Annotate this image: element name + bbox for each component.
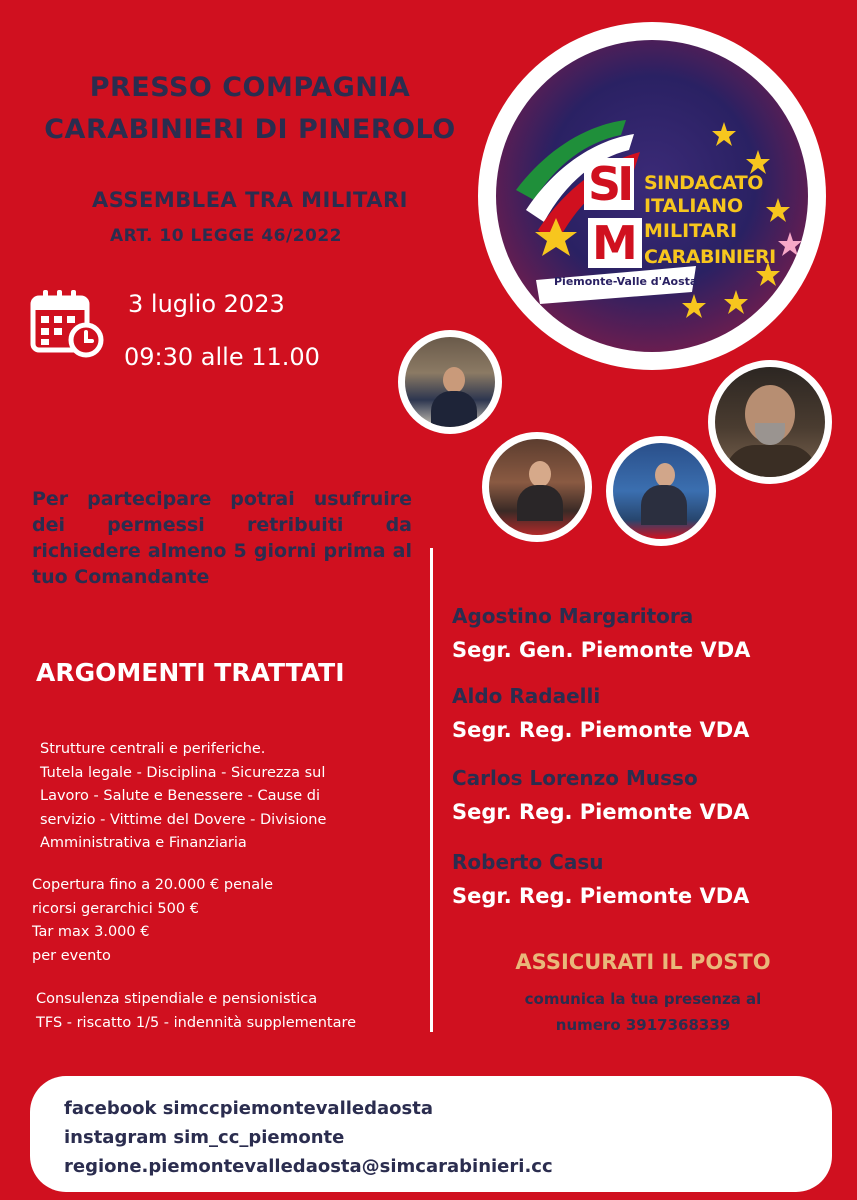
topics-block-2: [32, 874, 273, 968]
speaker-name-4: Roberto Casu: [452, 850, 604, 874]
reservation-title: ASSICURATI IL POSTO: [515, 950, 771, 974]
topics-block-1: [40, 738, 326, 856]
speaker-name-3: Carlos Lorenzo Musso: [452, 766, 698, 790]
location-line-1: PRESSO COMPAGNIA: [89, 72, 411, 103]
speaker-name-1: Agostino Margaritora: [452, 604, 694, 628]
assembly-title: ASSEMBLEA TRA MILITARI: [92, 188, 408, 212]
topics-block-3-line: TFS - riscatto 1/5 - indennità supplementare: [36, 1014, 357, 1031]
topics-block-2-line: per evento: [32, 947, 111, 964]
speaker-photo-4: [708, 360, 832, 484]
topics-block-1-line: Strutture centrali e periferiche.: [40, 741, 266, 757]
topics-block-2-line: Copertura fino a 20.000 € penale: [32, 877, 274, 893]
topics-block-3-line: Consulenza stipendiale e pensionistica: [36, 991, 318, 1007]
participation-text: Per partecipare potrai usufruire dei permessi retribuiti da richiedere almeno 5 giorni prima al tuo Comandante: [32, 488, 412, 588]
event-date: 3 luglio 2023: [128, 290, 285, 318]
logo-line-3: MILITARI: [644, 220, 738, 242]
speaker-photo-2: [482, 432, 592, 542]
reservation-line-1: comunica la tua presenza al: [524, 990, 762, 1008]
topics-block-1-line: servizio - Vittime del Dovere - Divisione: [40, 811, 327, 828]
topics-block-2-line: Tar max 3.000 €: [32, 924, 150, 940]
topics-title: ARGOMENTI TRATTATI: [36, 658, 345, 687]
speaker-role-2: Segr. Reg. Piemonte VDA: [452, 718, 750, 742]
topics-block-1-line: Tutela legale - Disciplina - Sicurezza sul: [40, 764, 326, 781]
vertical-divider: [430, 548, 433, 1032]
sim-logo: [478, 22, 826, 370]
event-time: 09:30 alle 11.00: [124, 343, 320, 371]
topics-block-1-line: Amministrativa e Finanziaria: [40, 835, 247, 851]
speaker-role-3: Segr. Reg. Piemonte VDA: [452, 800, 750, 824]
instagram-link[interactable]: instagram sim_cc_piemonte: [64, 1127, 345, 1148]
logo-line-2: ITALIANO: [644, 195, 744, 217]
email-link[interactable]: regione.piemontevalledaosta@simcarabinieri.cc: [64, 1156, 553, 1177]
logo-acronym-s: SI: [584, 158, 634, 210]
speaker-role-1: Segr. Gen. Piemonte VDA: [452, 638, 751, 662]
speaker-name-2: Aldo Radaelli: [452, 684, 601, 708]
topics-block-1-line: Lavoro - Salute e Benessere - Cause di: [40, 788, 320, 804]
logo-line-1: SINDACATO: [644, 172, 763, 194]
speaker-role-4: Segr. Reg. Piemonte VDA: [452, 884, 750, 908]
logo-line-4: CARABINIERI: [644, 246, 776, 268]
topics-block-2-line: ricorsi gerarchici 500 €: [32, 900, 199, 917]
topics-block-3: [36, 988, 356, 1035]
speaker-photo-3: [606, 436, 716, 546]
logo-acronym-m: M: [588, 218, 642, 268]
calendar-clock-icon: [30, 288, 104, 358]
reservation-phone: numero 3917368339: [555, 1016, 731, 1034]
speaker-photo-1: [398, 330, 502, 434]
law-reference: ART. 10 LEGGE 46/2022: [110, 226, 343, 246]
contact-footer: [30, 1076, 832, 1192]
location-line-2: CARABINIERI DI PINEROLO: [44, 114, 456, 145]
facebook-link[interactable]: facebook simccpiemontevalledaosta: [64, 1098, 433, 1119]
logo-region-label: Piemonte-Valle d'Aosta: [554, 275, 698, 288]
